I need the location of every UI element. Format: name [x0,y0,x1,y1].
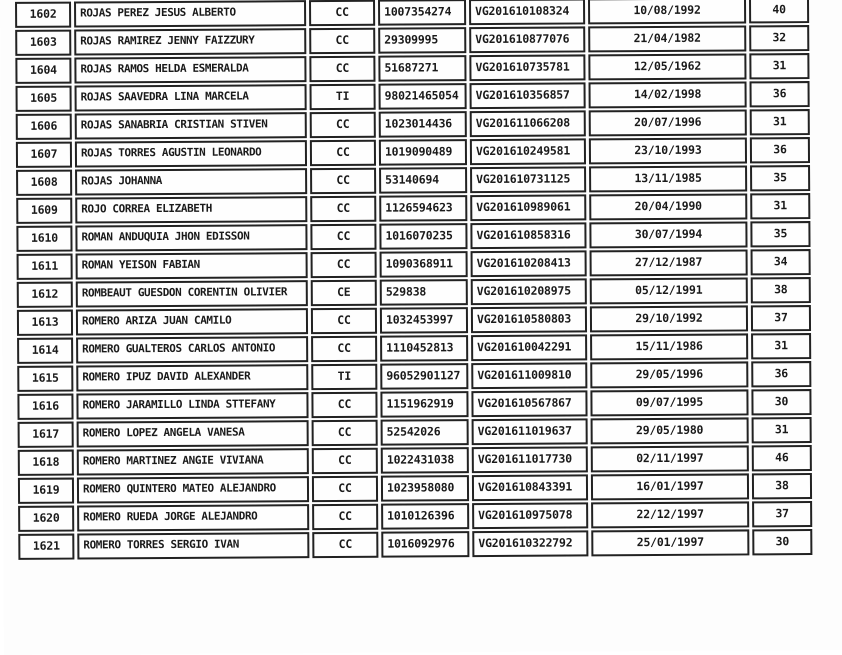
document-number: 1019090489 [379,139,467,166]
full-name: ROMERO GUALTEROS CARLOS ANTONIO [76,336,308,363]
document-number: 1110452813 [380,335,468,362]
birth-date: 29/10/1992 [590,305,748,332]
registration-code: VG201610208975 [471,278,587,305]
document-number: 1023014436 [379,111,467,138]
record-number: 1610 [16,226,72,252]
record-number: 1605 [16,86,72,112]
document-number: 1016070235 [379,223,467,250]
registration-code: VG201610858316 [470,222,586,249]
table-row [17,277,811,308]
full-name: ROJAS JOHANNA [75,168,307,195]
birth-date: 29/05/1980 [591,417,749,444]
age-value: 40 [749,0,809,23]
birth-date: 22/12/1997 [591,501,749,528]
birth-date: 20/07/1996 [589,109,747,136]
full-name: ROMERO TORRES SERGIO IVAN [77,532,309,559]
registration-code: VG201610322792 [472,530,588,557]
full-name: ROMERO JARAMILLO LINDA STTEFANY [76,392,308,419]
table-row [18,445,812,476]
document-number: 1010126396 [381,503,469,530]
age-value: 34 [751,249,811,275]
document-type: CC [312,504,378,530]
registration-code: VG201610843391 [472,474,588,501]
full-name: ROJO CORREA ELIZABETH [75,196,307,223]
record-number: 1612 [17,282,73,308]
full-name: ROJAS RAMOS HELDA ESMERALDA [74,56,306,83]
full-name: ROJAS SAAVEDRA LINA MARCELA [75,84,307,111]
table-row [15,53,809,84]
birth-date: 15/11/1986 [590,333,748,360]
full-name: ROMAN ANDUQUIA JHON EDISSON [75,224,307,251]
record-number: 1607 [16,142,72,168]
registration-code: VG201610567867 [471,390,587,417]
document-type: CC [309,28,375,54]
age-value: 46 [752,445,812,471]
record-number: 1613 [17,310,73,336]
document-type: CC [310,168,376,194]
record-number: 1611 [17,254,73,280]
full-name: ROMAN YEISON FABIAN [76,252,308,279]
document-number: 51687271 [378,55,466,82]
records-table [12,0,815,562]
table-row [15,25,809,56]
table-row [18,473,812,504]
age-value: 35 [750,221,810,247]
age-value: 35 [750,165,810,191]
registration-code: VG201611019637 [472,418,588,445]
document-type: CC [312,476,378,502]
age-value: 31 [752,417,812,443]
document-number: 53140694 [379,167,467,194]
document-number: 52542026 [381,419,469,446]
birth-date: 05/12/1991 [590,277,748,304]
table-row [18,501,812,532]
table-row [18,417,812,448]
registration-code: VG201610208413 [471,250,587,277]
document-type: CC [311,392,377,418]
birth-date: 25/01/1997 [591,529,749,556]
records-table-body [15,0,812,560]
document-number: 1023958080 [381,475,469,502]
table-row [16,193,810,224]
record-number: 1619 [18,478,74,504]
table-row [16,81,810,112]
full-name: ROMERO QUINTERO MATEO ALEJANDRO [77,476,309,503]
age-value: 37 [751,305,811,331]
document-type: CE [311,280,377,306]
age-value: 31 [750,193,810,219]
full-name: ROMERO MARTINEZ ANGIE VIVIANA [77,448,309,475]
document-type: CC [311,308,377,334]
table-row [17,333,811,364]
document-number: 29309995 [378,27,466,54]
age-value: 36 [751,361,811,387]
registration-code: VG201611009810 [471,362,587,389]
birth-date: 21/04/1982 [588,25,746,52]
document-number: 1090368911 [380,251,468,278]
document-type: TI [311,364,377,390]
document-type: CC [310,112,376,138]
age-value: 36 [750,137,810,163]
record-number: 1621 [18,534,74,560]
birth-date: 10/08/1992 [588,0,746,24]
document-type: CC [311,336,377,362]
registration-code: VG201610975078 [472,502,588,529]
age-value: 31 [751,333,811,359]
full-name: ROMBEAUT GUESDON CORENTIN OLIVIER [76,280,308,307]
document-number: 96052901127 [380,363,468,390]
registration-code: VG201611066208 [470,110,586,137]
record-number: 1614 [17,338,73,364]
record-number: 1608 [16,170,72,196]
document-number: 98021465054 [379,83,467,110]
document-number: 529838 [380,279,468,306]
age-value: 32 [749,25,809,51]
birth-date: 09/07/1995 [590,389,748,416]
age-value: 38 [752,473,812,499]
full-name: ROMERO ARIZA JUAN CAMILO [76,308,308,335]
document-number: 1007354274 [378,0,466,26]
table-row [16,109,810,140]
registration-code: VG201610580803 [471,306,587,333]
birth-date: 12/05/1962 [588,53,746,80]
document-type: CC [310,196,376,222]
full-name: ROJAS TORRES AGUSTIN LEONARDO [75,140,307,167]
birth-date: 20/04/1990 [589,193,747,220]
registration-code: VG201610249581 [470,138,586,165]
birth-date: 27/12/1987 [590,249,748,276]
table-row [17,389,811,420]
table-row [17,305,811,336]
record-number: 1606 [16,114,72,140]
record-number: 1620 [18,506,74,532]
record-number: 1604 [15,58,71,84]
table-row [16,137,810,168]
age-value: 31 [749,53,809,79]
age-value: 38 [751,277,811,303]
record-number: 1609 [16,198,72,224]
record-number: 1603 [15,30,71,56]
age-value: 37 [752,501,812,527]
document-number: 1022431038 [381,447,469,474]
table-row [18,529,812,560]
birth-date: 29/05/1996 [590,361,748,388]
full-name: ROMERO RUEDA JORGE ALEJANDRO [77,504,309,531]
birth-date: 23/10/1993 [589,137,747,164]
full-name: ROJAS RAMIREZ JENNY FAIZZURY [74,28,306,55]
table-row [15,0,809,28]
full-name: ROMERO LOPEZ ANGELA VANESA [77,420,309,447]
document-type: CC [312,448,378,474]
document-type: TI [310,84,376,110]
table-row [16,221,810,252]
document-number: 1126594623 [379,195,467,222]
age-value: 31 [750,109,810,135]
document-number: 1032453997 [380,307,468,334]
age-value: 36 [750,81,810,107]
registration-code: VG201610042291 [471,334,587,361]
full-name: ROJAS SANABRIA CRISTIAN STIVEN [75,112,307,139]
document-type: CC [312,532,378,558]
full-name: ROMERO IPUZ DAVID ALEXANDER [76,364,308,391]
registration-code: VG201610356857 [470,82,586,109]
document-number: 1151962919 [380,391,468,418]
age-value: 30 [751,389,811,415]
registration-code: VG201610989061 [470,194,586,221]
record-number: 1602 [15,2,71,28]
document-type: CC [310,140,376,166]
age-value: 30 [752,529,812,555]
document-type: CC [310,224,376,250]
registration-code: VG201610735781 [469,54,585,81]
birth-date: 13/11/1985 [589,165,747,192]
registration-code: VG201610877076 [469,26,585,53]
birth-date: 16/01/1997 [591,473,749,500]
record-number: 1616 [17,394,73,420]
document-type: CC [309,56,375,82]
record-number: 1615 [17,366,73,392]
birth-date: 14/02/1998 [589,81,747,108]
full-name: ROJAS PEREZ JESUS ALBERTO [74,0,306,27]
registration-code: VG201610108324 [469,0,585,25]
document-type: CC [309,0,375,26]
registration-code: VG201611017730 [472,446,588,473]
table-row [17,361,811,392]
table-row [16,165,810,196]
birth-date: 02/11/1997 [591,445,749,472]
table-row [17,249,811,280]
record-number: 1617 [18,422,74,448]
birth-date: 30/07/1994 [589,221,747,248]
registration-code: VG201610731125 [470,166,586,193]
document-type: CC [312,420,378,446]
document-type: CC [311,252,377,278]
record-number: 1618 [18,450,74,476]
document-number: 1016092976 [381,531,469,558]
